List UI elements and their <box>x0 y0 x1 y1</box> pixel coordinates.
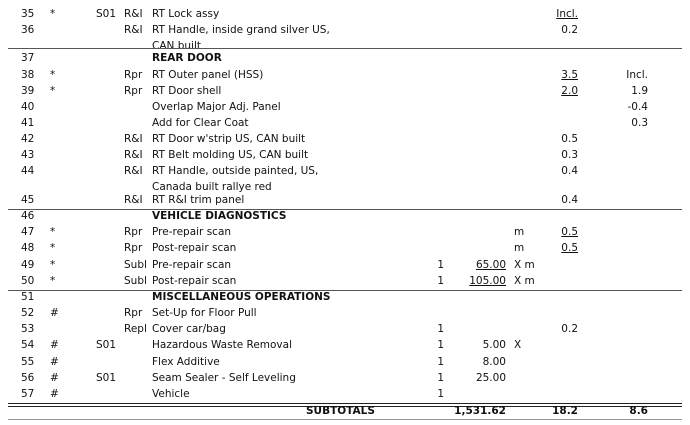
sublet-code: S01 <box>96 339 117 351</box>
line-number: 51 <box>21 291 35 303</box>
line-description: REAR DOOR <box>152 52 222 64</box>
line-description: VEHICLE DIAGNOSTICS <box>152 210 287 222</box>
labor-hours: 2.0 <box>561 85 578 97</box>
line-description: Vehicle <box>152 388 190 400</box>
line-number: 45 <box>21 194 35 206</box>
line-number: 49 <box>21 259 35 271</box>
line-number: 56 <box>21 372 35 384</box>
line-description: RT Door w'strip US, CAN built <box>152 133 306 145</box>
line-number: 40 <box>21 101 35 113</box>
labor-hours: Incl. <box>556 8 578 20</box>
line-description: Post-repair scan <box>152 242 237 254</box>
unit-price: 8.00 <box>482 356 506 368</box>
operation-flag: * <box>50 242 56 254</box>
labor-hours: 0.5 <box>561 226 578 238</box>
operation-flag: * <box>50 69 56 81</box>
unit-price: 25.00 <box>475 372 506 384</box>
quantity: 1 <box>437 372 444 384</box>
unit-price: 5.00 <box>482 339 506 351</box>
line-flags: X <box>514 339 522 351</box>
line-description: Overlap Major Adj. Panel <box>152 101 281 113</box>
operation-type: Rpr <box>124 242 143 254</box>
line-number: 43 <box>21 149 35 161</box>
labor-hours: 0.4 <box>561 165 578 177</box>
line-number: 37 <box>21 52 35 64</box>
line-number: 55 <box>21 356 35 368</box>
operation-flag: # <box>50 307 59 319</box>
operation-flag: * <box>50 85 56 97</box>
line-number: 36 <box>21 24 35 36</box>
line-number: 41 <box>21 117 35 129</box>
line-number: 44 <box>21 165 35 177</box>
line-description: RT Handle, outside painted, US, <box>152 165 319 177</box>
operation-type: Rpr <box>124 226 143 238</box>
quantity: 1 <box>437 339 444 351</box>
operation-flag: # <box>50 356 59 368</box>
subtotals-label: SUBTOTALS <box>306 405 375 417</box>
line-number: 54 <box>21 339 35 351</box>
operation-type: R&I <box>124 133 143 145</box>
paint-hours: 1.9 <box>631 85 648 97</box>
line-description: Flex Additive <box>152 356 220 368</box>
line-number: 53 <box>21 323 35 335</box>
paint-hours: Incl. <box>626 69 648 81</box>
unit-price: 105.00 <box>469 275 506 287</box>
subtotal-paint-hours: 8.6 <box>629 405 648 417</box>
operation-type: R&I <box>124 8 143 20</box>
line-number: 38 <box>21 69 35 81</box>
operation-type: R&I <box>124 165 143 177</box>
divider <box>8 290 682 291</box>
sublet-code: S01 <box>96 372 117 384</box>
line-description: Post-repair scan <box>152 275 237 287</box>
line-number: 39 <box>21 85 35 97</box>
subtotal-labor-hours: 18.2 <box>552 405 578 417</box>
labor-hours: 0.2 <box>561 24 578 36</box>
line-number: 48 <box>21 242 35 254</box>
labor-hours: 0.4 <box>561 194 578 206</box>
quantity: 1 <box>437 275 444 287</box>
paint-hours: -0.4 <box>627 101 648 113</box>
labor-hours: 0.5 <box>561 133 578 145</box>
line-description: RT Belt molding US, CAN built <box>152 149 309 161</box>
divider <box>8 48 682 49</box>
operation-type: R&I <box>124 24 143 36</box>
line-description: Add for Clear Coat <box>152 117 249 129</box>
operation-flag: # <box>50 339 59 351</box>
line-description-continued: Canada built rallye red <box>152 181 272 193</box>
line-number: 47 <box>21 226 35 238</box>
line-number: 42 <box>21 133 35 145</box>
line-description: Set-Up for Floor Pull <box>152 307 257 319</box>
quantity: 1 <box>437 356 444 368</box>
operation-flag: # <box>50 388 59 400</box>
line-flags: X m <box>514 275 535 287</box>
line-number: 52 <box>21 307 35 319</box>
line-description: RT Outer panel (HSS) <box>152 69 264 81</box>
line-number: 57 <box>21 388 35 400</box>
divider <box>8 419 682 420</box>
line-number: 46 <box>21 210 35 222</box>
quantity: 1 <box>437 323 444 335</box>
labor-hours: 0.5 <box>561 242 578 254</box>
subtotal-price: 1,531.62 <box>454 405 506 417</box>
line-number: 50 <box>21 275 35 287</box>
line-description: RT Lock assy <box>152 8 220 20</box>
operation-flag: * <box>50 226 56 238</box>
operation-type: Repl <box>124 323 147 335</box>
line-description: RT Handle, inside grand silver US, <box>152 24 330 36</box>
operation-flag: * <box>50 8 56 20</box>
line-description: RT Door shell <box>152 85 222 97</box>
line-description: Pre-repair scan <box>152 259 232 271</box>
operation-type: Rpr <box>124 307 143 319</box>
line-flags: X m <box>514 259 535 271</box>
operation-type: Rpr <box>124 85 143 97</box>
line-description: RT R&I trim panel <box>152 194 245 206</box>
operation-type: R&I <box>124 194 143 206</box>
line-description-continued: CAN built <box>152 40 201 52</box>
operation-type: Rpr <box>124 69 143 81</box>
labor-hours: 0.3 <box>561 149 578 161</box>
sublet-code: S01 <box>96 8 117 20</box>
quantity: 1 <box>437 259 444 271</box>
line-flags: m <box>514 226 525 238</box>
operation-type: Subl <box>124 259 147 271</box>
line-flags: m <box>514 242 525 254</box>
line-description: Cover car/bag <box>152 323 226 335</box>
unit-price: 65.00 <box>475 259 506 271</box>
operation-type: R&I <box>124 149 143 161</box>
line-description: Hazardous Waste Removal <box>152 339 292 351</box>
line-description: Seam Sealer - Self Leveling <box>152 372 296 384</box>
line-description: Pre-repair scan <box>152 226 232 238</box>
labor-hours: 3.5 <box>561 69 578 81</box>
labor-hours: 0.2 <box>561 323 578 335</box>
operation-flag: # <box>50 372 59 384</box>
operation-flag: * <box>50 275 56 287</box>
operation-type: Subl <box>124 275 147 287</box>
paint-hours: 0.3 <box>631 117 648 129</box>
line-description: MISCELLANEOUS OPERATIONS <box>152 291 331 303</box>
quantity: 1 <box>437 388 444 400</box>
divider <box>8 209 682 210</box>
operation-flag: * <box>50 259 56 271</box>
line-number: 35 <box>21 8 35 20</box>
